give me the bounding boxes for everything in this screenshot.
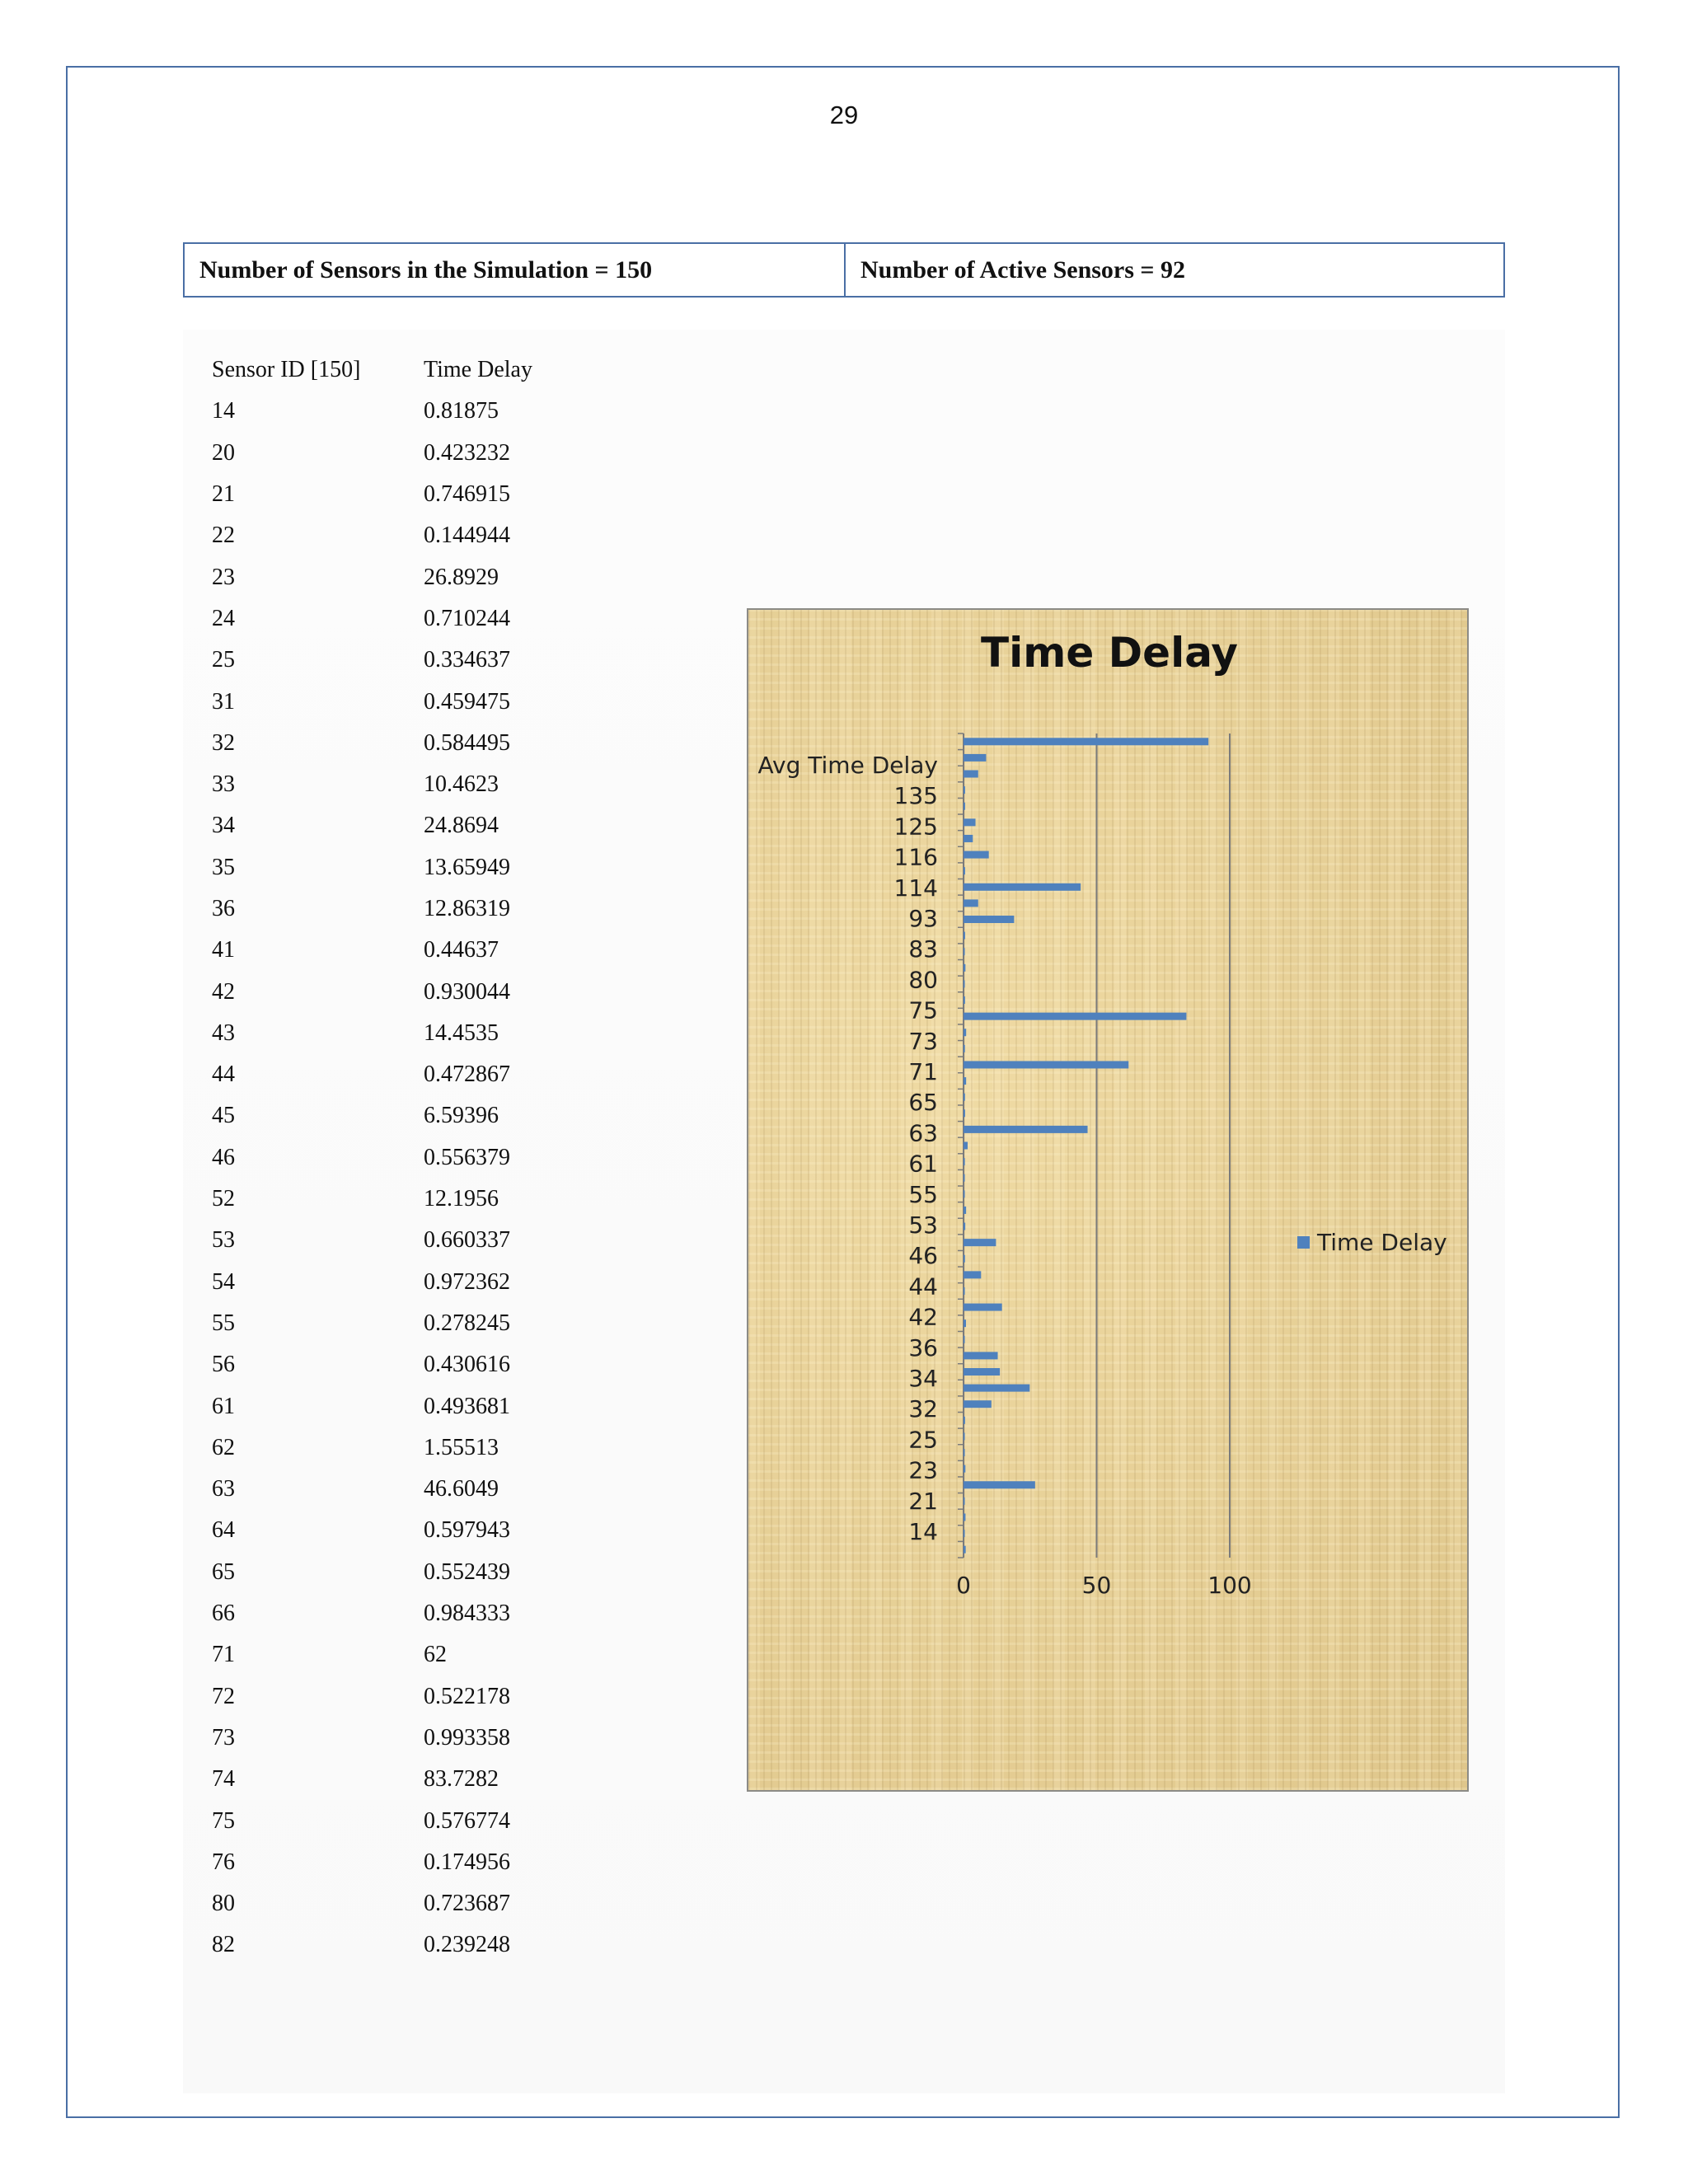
sensor-id-cell: 55	[212, 1310, 235, 1336]
sensor-id-cell: 42	[212, 978, 235, 1005]
chart-title: Time Delay	[980, 629, 1239, 677]
sensor-id-cell: 71	[212, 1642, 235, 1668]
time-delay-chart	[747, 608, 1469, 1792]
time-delay-cell: 6.59396	[424, 1103, 499, 1129]
bar	[964, 1432, 965, 1440]
time-delay-cell: 0.81875	[424, 398, 499, 424]
table-row	[212, 1344, 588, 1385]
sensor-id-cell: 21	[212, 481, 235, 508]
sensor-id-cell: 65	[212, 1558, 235, 1585]
table-row	[212, 1676, 588, 1718]
time-delay-cell: 0.556379	[424, 1144, 510, 1170]
sensor-id-cell: 31	[212, 688, 235, 715]
bar	[964, 1142, 968, 1150]
table-row	[212, 1510, 588, 1551]
time-delay-cell: 46.6049	[424, 1476, 499, 1502]
y-tick-label: 65	[908, 1089, 938, 1117]
table-row	[212, 1634, 588, 1675]
sensor-id-cell: 73	[212, 1724, 235, 1750]
x-tick-label: 50	[1081, 1572, 1112, 1599]
sensor-id-cell: 66	[212, 1601, 235, 1627]
time-delay-cell: 0.723687	[424, 1891, 510, 1917]
y-tick-label: 75	[908, 996, 938, 1024]
time-delay-cell: 0.144944	[424, 523, 510, 549]
time-delay-cell: 0.746915	[424, 481, 510, 508]
bar	[964, 964, 965, 972]
bar	[964, 1255, 965, 1263]
y-tick-label: 135	[893, 782, 938, 810]
y-tick-label: 25	[908, 1426, 938, 1454]
bar	[964, 1546, 966, 1554]
x-tick-label: 100	[1207, 1572, 1252, 1599]
y-tick-label: 61	[908, 1150, 938, 1178]
bar	[964, 835, 973, 842]
table-row	[212, 515, 588, 556]
table-row	[212, 433, 588, 474]
table-row	[212, 391, 588, 432]
y-tick-label: 93	[908, 905, 938, 932]
table-row	[212, 723, 588, 764]
bar	[964, 1223, 965, 1230]
bar	[964, 1530, 965, 1537]
bar	[964, 1304, 1002, 1311]
sensor-id-cell: 52	[212, 1186, 235, 1212]
bar	[964, 1029, 966, 1036]
sensor-id-cell: 23	[212, 564, 235, 590]
y-tick-label: 32	[908, 1395, 938, 1423]
bar	[964, 1013, 1186, 1020]
time-delay-cell: 0.459475	[424, 688, 510, 715]
bar	[964, 818, 976, 826]
sensor-id-cell: 61	[212, 1393, 235, 1419]
sensor-id-cell: 53	[212, 1227, 235, 1254]
bar	[964, 1319, 966, 1327]
y-tick-label: 83	[908, 935, 938, 963]
y-tick-label: 80	[908, 966, 938, 994]
y-tick-label: Avg Time Delay	[757, 752, 938, 779]
bar	[964, 1077, 966, 1085]
sensor-id-cell: 80	[212, 1891, 235, 1917]
bar	[964, 1158, 965, 1165]
bar	[964, 1465, 965, 1473]
sensor-id-cell: 75	[212, 1807, 235, 1834]
sensor-id-cell: 33	[212, 771, 235, 798]
y-tick-label: 23	[908, 1456, 938, 1484]
bar	[964, 948, 965, 955]
time-delay-cell: 62	[424, 1642, 447, 1668]
sensor-id-cell: 41	[212, 937, 235, 963]
time-delay-cell: 10.4623	[424, 771, 499, 798]
table-row	[212, 1385, 588, 1427]
time-delay-cell: 0.522178	[424, 1683, 510, 1709]
y-tick-label: 125	[893, 813, 938, 841]
bar	[964, 1174, 965, 1182]
time-delay-cell: 0.239248	[424, 1932, 510, 1958]
table-row	[212, 1552, 588, 1593]
y-tick-label: 71	[908, 1058, 938, 1085]
time-delay-cell: 12.1956	[424, 1186, 499, 1212]
time-delay-cell: 12.86319	[424, 896, 510, 921]
time-delay-cell: 83.7282	[424, 1766, 499, 1793]
bar	[964, 1061, 1128, 1068]
bar	[964, 771, 978, 778]
table-row	[212, 764, 588, 805]
bar	[964, 1271, 981, 1278]
time-delay-cell: 0.493681	[424, 1393, 510, 1419]
table-row	[212, 1013, 588, 1054]
bar	[964, 1207, 966, 1214]
table-row	[212, 1800, 588, 1841]
bar	[964, 803, 965, 810]
time-delay-cell: 0.278245	[424, 1310, 510, 1336]
bar	[964, 1368, 1000, 1376]
table-row	[212, 598, 588, 640]
bar	[964, 1513, 965, 1521]
y-tick-label: 14	[908, 1518, 938, 1545]
y-tick-label: 42	[908, 1303, 938, 1331]
bar	[964, 1336, 965, 1343]
table-row	[212, 1095, 588, 1137]
chart-plot	[758, 733, 1447, 1599]
table-row	[212, 1427, 588, 1469]
y-tick-label: 44	[908, 1272, 938, 1301]
time-delay-cell: 1.55513	[424, 1434, 499, 1460]
table-row	[212, 1220, 588, 1261]
table-row	[212, 971, 588, 1012]
sensor-id-cell: 74	[212, 1766, 235, 1793]
bar	[964, 1287, 965, 1295]
table-row	[212, 1469, 588, 1510]
bar	[964, 1190, 965, 1197]
active-sensors-cell: Number of Active Sensors = 92	[860, 255, 1186, 284]
table-row	[212, 1054, 588, 1095]
time-delay-cell: 0.993358	[424, 1724, 510, 1750]
y-tick-label: 114	[893, 874, 938, 902]
header-time-delay: Time Delay	[424, 357, 532, 383]
sensor-id-cell: 43	[212, 1019, 235, 1046]
y-tick-label: 55	[908, 1180, 938, 1208]
sensor-id-cell: 45	[212, 1103, 235, 1129]
table-row	[212, 681, 588, 722]
bar	[964, 851, 989, 859]
time-delay-cell: 13.65949	[424, 854, 510, 880]
sensor-id-cell: 20	[212, 439, 235, 466]
time-delay-cell: 0.430616	[424, 1352, 510, 1378]
time-delay-cell: 0.660337	[424, 1227, 510, 1254]
y-tick-label: 116	[893, 843, 938, 871]
bar	[964, 754, 986, 762]
table-row	[212, 930, 588, 971]
table-row	[212, 1718, 588, 1759]
table-row	[212, 556, 588, 598]
time-delay-cell: 26.8929	[424, 564, 499, 590]
bar	[964, 786, 965, 794]
sensor-id-cell: 54	[212, 1268, 235, 1295]
y-tick-label: 21	[908, 1487, 938, 1515]
sensor-id-cell: 24	[212, 605, 235, 631]
sensor-id-cell: 35	[212, 854, 235, 880]
table-row	[212, 888, 588, 930]
y-tick-label: 63	[908, 1119, 938, 1147]
time-delay-cell: 0.584495	[424, 729, 510, 756]
time-delay-cell: 0.930044	[424, 978, 510, 1005]
table-row	[212, 847, 588, 888]
bar	[964, 899, 978, 907]
table-row	[212, 1137, 588, 1179]
sensor-id-cell: 64	[212, 1517, 235, 1544]
bar	[964, 1417, 965, 1424]
table-row	[212, 474, 588, 515]
bar	[964, 932, 965, 940]
sensor-delay-table	[212, 349, 588, 1966]
bar	[964, 1497, 965, 1505]
legend-swatch	[1297, 1236, 1310, 1249]
table-row	[212, 1842, 588, 1883]
time-delay-cell: 0.984333	[424, 1601, 510, 1627]
sensor-id-cell: 34	[212, 813, 235, 839]
time-delay-cell: 0.576774	[424, 1807, 510, 1834]
sensor-id-cell: 72	[212, 1683, 235, 1709]
x-tick-label: 0	[956, 1572, 971, 1599]
table-row	[212, 805, 588, 846]
y-tick-label: 36	[908, 1333, 938, 1361]
y-tick-label: 53	[908, 1212, 938, 1239]
bar	[964, 1400, 992, 1408]
time-delay-cell: 0.423232	[424, 439, 510, 466]
sensor-id-cell: 44	[212, 1062, 235, 1088]
sensor-id-cell: 25	[212, 647, 235, 673]
bar	[964, 1385, 1029, 1392]
bar	[964, 1109, 965, 1117]
table-row	[212, 640, 588, 681]
bar	[964, 1481, 1035, 1488]
sensor-id-cell: 14	[212, 398, 235, 424]
bar	[964, 1352, 998, 1359]
sensor-id-cell: 82	[212, 1932, 235, 1958]
bar	[964, 1449, 965, 1456]
bar	[964, 980, 965, 987]
table-row	[212, 1924, 588, 1966]
bar	[964, 1126, 1088, 1133]
bar	[964, 996, 965, 1004]
y-tick-label: 46	[908, 1242, 938, 1270]
sensor-id-cell: 56	[212, 1352, 235, 1378]
table-row	[212, 1759, 588, 1800]
time-delay-cell: 0.552439	[424, 1558, 510, 1585]
summary-table	[183, 242, 1505, 298]
sensor-id-cell: 36	[212, 896, 235, 921]
sensors-count-cell: Number of Sensors in the Simulation = 150	[185, 244, 846, 296]
sensor-id-cell: 46	[212, 1144, 235, 1170]
time-delay-cell: 24.8694	[424, 813, 499, 839]
table-header-row	[212, 349, 588, 391]
bar	[964, 738, 1208, 745]
time-delay-cell: 0.334637	[424, 647, 510, 673]
legend-label: Time Delay	[1317, 1229, 1447, 1256]
bar	[964, 1045, 965, 1052]
time-delay-cell: 0.472867	[424, 1062, 510, 1088]
sensor-id-cell: 63	[212, 1476, 235, 1502]
bar	[964, 1094, 965, 1101]
time-delay-cell: 0.710244	[424, 605, 510, 631]
chart-svg	[748, 610, 1469, 1792]
time-delay-cell: 0.174956	[424, 1849, 510, 1875]
sensor-id-cell: 22	[212, 523, 235, 549]
page-number: 29	[829, 101, 859, 129]
header-sensor-id: Sensor ID [150]	[212, 357, 361, 383]
sensor-id-cell: 32	[212, 729, 235, 756]
y-tick-label: 34	[908, 1365, 938, 1392]
table-row	[212, 1883, 588, 1924]
y-tick-label: 73	[908, 1027, 938, 1055]
bar	[964, 1239, 996, 1246]
time-delay-cell: 0.597943	[424, 1517, 510, 1544]
sensor-id-cell: 76	[212, 1849, 235, 1875]
sensor-id-cell: 62	[212, 1434, 235, 1460]
table-row	[212, 1179, 588, 1220]
table-body	[212, 391, 588, 1966]
bar	[964, 916, 1014, 923]
time-delay-cell: 0.44637	[424, 937, 499, 963]
time-delay-cell: 14.4535	[424, 1019, 499, 1046]
table-row	[212, 1303, 588, 1344]
bar	[964, 867, 965, 874]
table-row	[212, 1593, 588, 1634]
bar	[964, 883, 1081, 891]
table-row	[212, 1262, 588, 1303]
time-delay-cell: 0.972362	[424, 1268, 510, 1295]
